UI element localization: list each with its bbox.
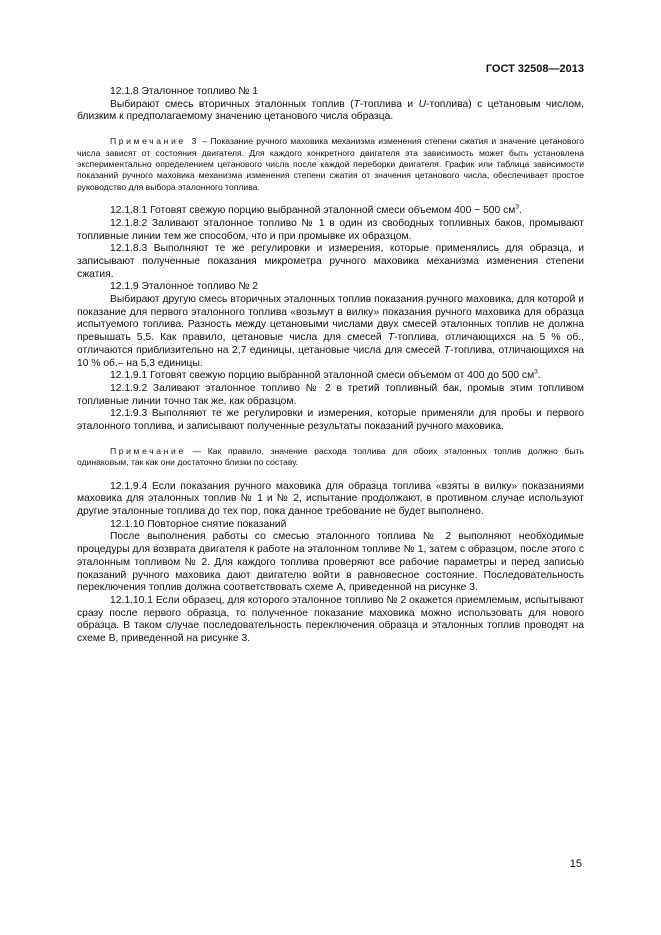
standard-code: ГОСТ 32508—2013 [485, 63, 584, 75]
note-fuel-consumption [77, 446, 584, 469]
paragraph-12-1-8-3: 12.1.8.3 Выполняют те же регулировки и измерения, которые применялись для образца, и записывают полученные показания микрометра ручного маховика механизма изменения степени сжатия. [77, 243, 584, 280]
paragraph-12-1-9-1: 12.1.9.1 Готовят свежую порцию выбранной эталонной смеси объемом от 400 до 500 $см^3$. [110, 368, 541, 382]
page-number: 15 [569, 858, 582, 870]
note-label: Примечание 3 [110, 136, 200, 147]
paragraph-12-1-8-2: 12.1.8.2 Заливают эталонное топливо № 1 в один из свободных топливных баков, промывают топливные линии тем же способом, что и при промывке их образцом. [77, 217, 584, 242]
document-body [77, 86, 584, 646]
section-heading-12-1-8: 12.1.8 Эталонное топливо № 1 [110, 86, 258, 97]
paragraph-12-1-9-4: 12.1.9.4 Если показания ручного маховика для образца топлива «взяты в вилку» показаниями маховика для эталонных топлив № 1 и № 2, испытание продолжают, в противном случае используют другие эталонные топлива до тех пор, пока данное требование не будет выполнено. [77, 480, 584, 518]
paragraph-12-1-9-3: 12.1.9.3 Выполняют те же регулировки и измерения, которые применяли для пробы и первого эталонного топлива, и записывают полученные результаты показаний ручного маховика. [77, 408, 584, 433]
paragraph-12-1-8-1: 12.1.8.1 Готовят свежую порцию выбранной эталонной смеси объемом 400 − 500 $см^3$. [110, 203, 522, 217]
paragraph-fuel-2-selection: Выбирают другую смесь вторичных эталонных топлив показания ручного маховика, для которой и показание для первого эталонного топлива «возьмут в вилку» показания ручного маховика для образца испытуемого топлива. Разность между цетановыми числами двух смесей эталонных топлив не должна превышать 5,5. Как правило, цетановые числа для смесей T-топлива, отличающихся на 5 % об., отличаются приблизительно на 2,7 единицы, цетановые числа для смесей T-топлива, отличающихся на 10 % об.– на 5,3 единицы. [77, 294, 584, 369]
note-3 [77, 136, 584, 193]
paragraph-fuel-1-selection: Выбирают смесь вторичных эталонных топлив (T-топлива и U-топлива) с цетановым числом, близким к предполагаемому значению цетанового числа образца. [77, 98, 584, 123]
note-text: – Показание ручного маховика механизма изменения степени сжатия и значение цетанового числа зависят от состояния двигателя. Для каждого конкретного двигателя эта зависимость может быть установлена экспериментально определением цетанового числа после каждой переборки двигателя. График или таблица зависимости показаний ручного маховика механизма изменения степени сжатия от значения цетанового числа, обеспечивает простое руководство для выбора эталонного топлива. [77, 136, 584, 192]
note-label: Примечание [110, 445, 186, 456]
paragraph-repeat-readings: После выполнения работы со смесью эталонного топлива № 2 выполняют необходимые процедуры для возврата двигателя к работе на эталонном топливе № 1, затем с образцом, после этого с эталонным топливом № 2. Для каждого топлива проверяют все рабочие параметры и перед записью показаний ручного маховика дают двигателю войти в равновесное состояние. Последовательность переключения топлив должна соответствовать схеме А, приведенной на рисунке 3. [77, 531, 584, 594]
section-heading-12-1-9: 12.1.9 Эталонное топливо № 2 [110, 281, 258, 293]
paragraph-12-1-9-2: 12.1.9.2 Заливают эталонное топливо № 2 в третий топливный бак, промыв этим топливом топливные линии точно так же, как образцом. [77, 382, 584, 407]
note-text: — Как правило, значение расхода топлива для обоих эталонных топлив должно быть одинаковым, так как они достаточно близки по составу. [77, 445, 584, 468]
section-heading-12-1-10: 12.1.10 Повторное снятие показаний [110, 518, 287, 530]
paragraph-12-1-10-1: 12.1.10.1 Если образец, для которого эталонное топливо № 2 окажется приемлемым, испытывают сразу после первого образца, то полученное показание маховика можно использовать для нового образца. В таком случае последовательность переключения образца и эталонных топлив проводят на схеме В, приведенной на рисунке 3. [77, 594, 584, 645]
